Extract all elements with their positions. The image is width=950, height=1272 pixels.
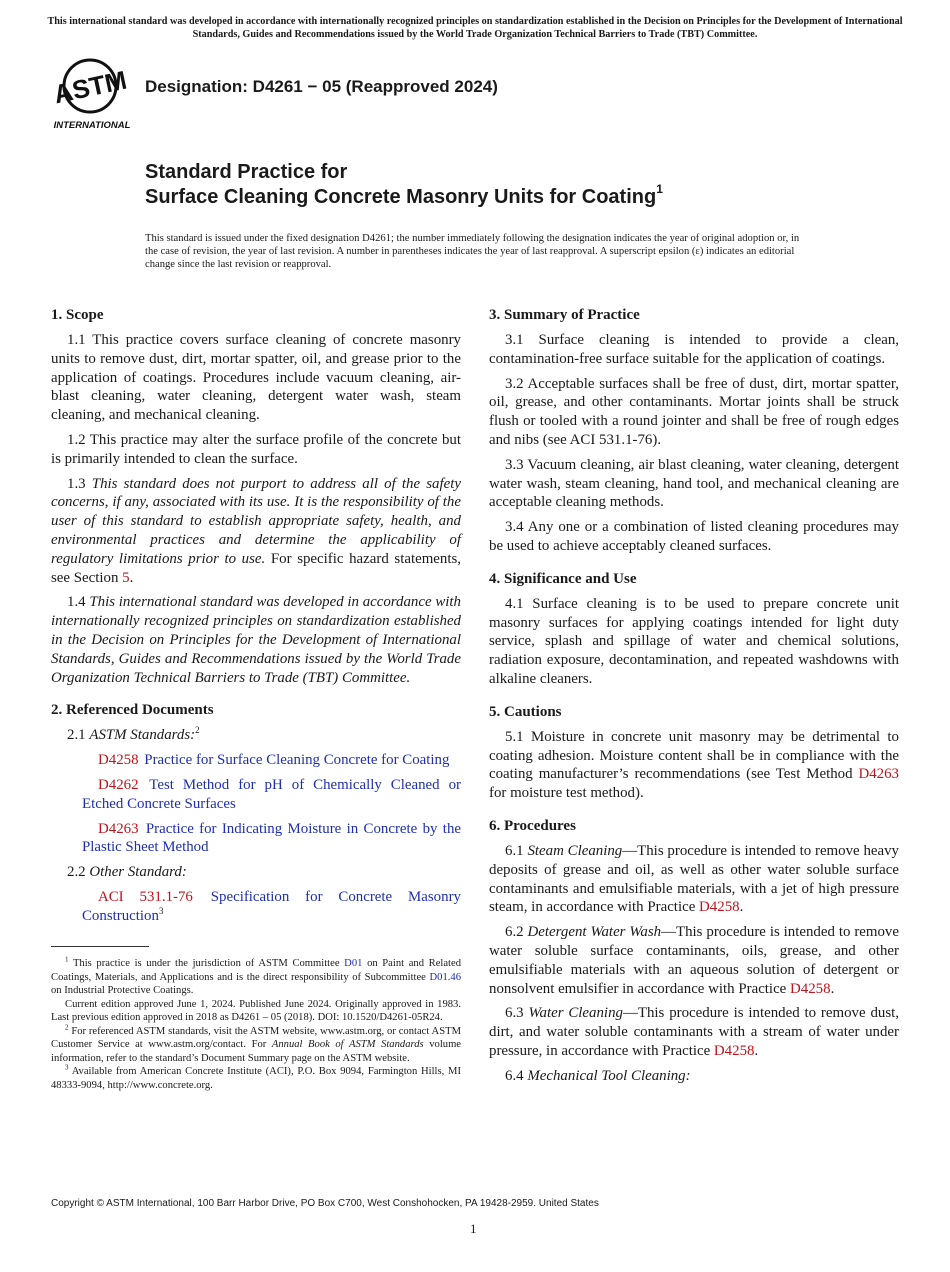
paragraph-3-1: 3.1 Surface cleaning is intended to provide a clean, contamination-free surface suitable for the application of coatings. (489, 332, 899, 367)
footnote-1-edition: Current edition approved June 1, 2024. Published June 2024. Originally approved in 1983. Last previous edition approved in 2018 as D4261 – 05 (2018). DOI: 10.1520/D4261-05R24. (51, 998, 461, 1023)
d4258-link-6-1[interactable]: D4258 (699, 899, 740, 916)
footnote-3: $^3$ Available from American Concrete Institute (ACI), P.O. Box 9094, Farmington Hills, MI 48333-9094, http://www.concrete.org. (51, 1063, 461, 1091)
footnote-1: $^1$ This practice is under the jurisdiction of ASTM Committee D01 on Paint and Related Coatings, Materials, and Applications and is the direct responsibility of Subcommittee D01.46 on Industrial Protective Coatings. (51, 955, 461, 996)
paragraph-3-4: 3.4 Any one or a combination of listed cleaning procedures may be used to achieve acceptably cleaned surfaces. (489, 519, 899, 554)
reference-d4258[interactable]: D4258 Practice for Surface Cleaning Concrete for Coating (98, 752, 450, 769)
committee-d01-link[interactable]: D01 (344, 958, 363, 969)
paragraph-5-1: 5.1 Moisture in concrete unit masonry may be detrimental to coating adhesion. Moisture content shall be in compliance with the coating manufacturer’s recommendations (see Test Method D4263 for moisture test method). (489, 728, 899, 802)
standards-notice: This international standard was developed in accordance with internationally recognized principles on standardization established in the Decision on Principles for the Development of International Standards, Guides and Recommendations issued by the World Trade Organization Technical Barriers to Trade (TBT) Committee. (47, 16, 903, 40)
footnote-divider (51, 946, 149, 947)
designation: Designation: D4261 − 05 (Reapproved 2024) (145, 77, 498, 96)
section-heading-significance: 4. Significance and Use (489, 570, 637, 587)
right-column (489, 306, 899, 1092)
section-heading-procedures: 6. Procedures (489, 817, 576, 834)
paragraph-1-3: 1.3 This standard does not purport to address all of the safety concerns, if any, associated with its use. It is the responsibility of the user of this standard to establish appropriate safety, health, and environmental practices and determine the applicability of regulatory limitations prior to use. For specific hazard statements, see Section 5. (51, 475, 461, 586)
svg-text:ASTM: ASTM (52, 64, 130, 110)
logo-caption: INTERNATIONAL (53, 120, 131, 131)
paragraph-4-1: 4.1 Surface cleaning is to be used to prepare concrete unit masonry surfaces for applying coatings intended for light duty service, splash and spillage of water and chemical solutions, radiation exposure, decontamination, and repeated washdowns with alkaline cleaners. (489, 595, 899, 687)
left-column (51, 306, 461, 932)
paragraph-6-1: 6.1 Steam Cleaning—This procedure is intended to remove heavy deposits of grease and oil, as well as other water soluble surface contaminants and emulsifiable materials, with a jet of high pressure steam, in accordance with Practice D4258. (489, 842, 899, 916)
paragraph-1-2: 1.2 This practice may alter the surface profile of the concrete but is primarily intended to clean the surface. (51, 431, 461, 467)
title-line-2: Surface Cleaning Concrete Masonry Units for Coating (145, 186, 657, 208)
other-standard-label: 2.2 Other Standard: (67, 864, 187, 881)
d4258-link-6-2[interactable]: D4258 (790, 980, 831, 997)
section-heading-summary: 3. Summary of Practice (489, 307, 640, 323)
copyright-line: Copyright © ASTM International, 100 Barr Harbor Drive, PO Box C700, West Conshohocken, PA 19428-2959. United States (51, 1198, 599, 1209)
paragraph-1-4: 1.4 This international standard was developed in accordance with internationally recognized principles on standardization established in the Decision on Principles for the Development of International Standards, Guides and Recommendations issued by the World Trade Organization Technical Barriers to Trade (TBT) Committee. (51, 594, 461, 686)
astm-standards-label: 2.1 ASTM Standards:$^2$ (67, 725, 200, 744)
reference-aci-531[interactable]: ACI 531.1-76 Specification for Concrete Masonry Construction$^3$ (82, 888, 461, 924)
subcommittee-d0146-link[interactable]: D01.46 (429, 971, 461, 983)
issuance-statement: This standard is issued under the fixed designation D4261; the number immediately following the designation indicates the year of original adoption or, in the case of revision, the year of last revision. A number in parentheses indicates the year of last reapproval. A superscript epsilon (ε) indicates an editorial change since the last revision or reapproval. (145, 233, 800, 270)
section-heading-scope: 1. Scope (51, 307, 104, 323)
footnote-2: $^2$ For referenced ASTM standards, visit the ASTM website, www.astm.org, or contact ASTM Customer Service at www.astm.org/contact. For Annual Book of ASTM Standards volume information, refer to the standard’s Document Summary page on the ASTM website. (51, 1022, 462, 1064)
title-line-1: Standard Practice for (145, 161, 348, 183)
astm-logo-icon (52, 56, 136, 132)
d4258-link-6-3[interactable]: D4258 (713, 1042, 755, 1059)
section-5-link[interactable]: 5 (122, 569, 130, 586)
page-number: 1 (470, 1221, 477, 1236)
reference-d4262[interactable]: D4262 Test Method for pH of Chemically Cleaned or Etched Concrete Surfaces (82, 776, 461, 812)
paragraph-6-4: 6.4 Mechanical Tool Cleaning: (505, 1067, 691, 1084)
document-title (145, 160, 663, 210)
reference-d4263[interactable]: D4263 Practice for Indicating Moisture in Concrete by the Plastic Sheet Method (82, 820, 461, 856)
paragraph-6-2: 6.2 Detergent Water Wash—This procedure is intended to remove water soluble surface contaminants, oils, grease, and other emulsifiable materials with an aqueous solution of detergent or nonsolvent emulsifier in accordance with Practice D4258. (489, 924, 899, 997)
paragraph-6-3: 6.3 Water Cleaning—This procedure is intended to remove dust, dirt, and water soluble contaminants with a stream of water under pressure, in accordance with Practice D4258. (489, 1005, 899, 1059)
paragraph-1-1: 1.1 This practice covers surface cleaning of concrete masonry units to remove dust, dirt, mortar spatter, oil, and grease prior to the application of coatings. Procedures include vacuum cleaning, air-blast cleaning, water cleaning, detergent water wash, steam cleaning, and mechanical cleaning. (51, 332, 461, 424)
paragraph-3-2: 3.2 Acceptable surfaces shall be free of dust, dirt, mortar spatter, oil, grease, and other contaminants. Mortar joints shall be struck flush or tooled with a round jointer and shall be free of rough edges and nibs (see ACI 531.1-76). (489, 375, 899, 448)
title-footnote-mark[interactable]: 1 (656, 182, 663, 197)
section-heading-cautions: 5. Cautions (489, 703, 562, 720)
section-heading-referenced-documents: 2. Referenced Documents (51, 702, 214, 719)
footnotes (51, 957, 461, 1092)
d4263-link[interactable]: D4263 (858, 766, 899, 783)
paragraph-3-3: 3.3 Vacuum cleaning, air blast cleaning, water cleaning, detergent water wash, steam cleaning, hand tool, and mechanical cleaning are acceptable cleaning methods. (489, 456, 899, 511)
